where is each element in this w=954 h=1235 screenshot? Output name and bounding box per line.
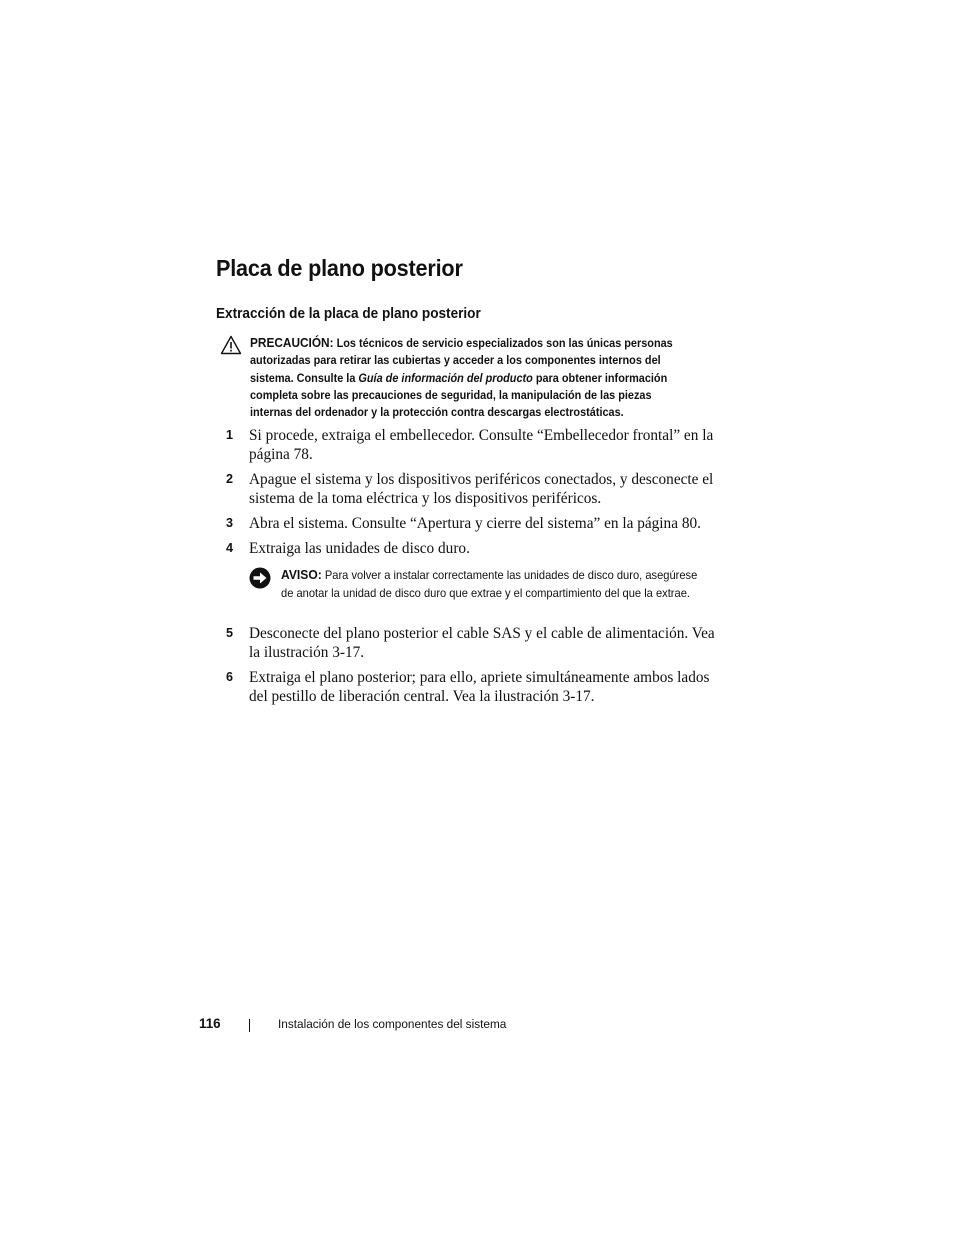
step-number: 5 bbox=[226, 626, 234, 640]
page-title: Placa de plano posterior bbox=[216, 255, 463, 281]
page-number: 116 bbox=[199, 1016, 221, 1031]
step-text: Abra el sistema. Consulte “Apertura y cierre del sistema” en la página 80. bbox=[249, 515, 701, 532]
step-text: Desconecte del plano posterior el cable SAS y el cable de alimentación. Vea la ilustración 3-17. bbox=[249, 625, 715, 661]
section-title: Extracción de la placa de plano posterior bbox=[216, 306, 481, 322]
step-number: 6 bbox=[226, 670, 234, 684]
caution-product-guide: Guía de información del producto bbox=[358, 371, 533, 385]
step-number: 1 bbox=[226, 428, 234, 442]
caution-label: PRECAUCIÓN: bbox=[250, 336, 334, 350]
caution-body-start: Los técnicos de servicio especializados son las únicas personas autorizadas para retirar las cubiertas y acceder a los componentes internos del sistema. Consulte la bbox=[250, 337, 673, 385]
notice-body: Para volver a instalar correctamente las unidades de disco duro, asegúrese de anotar la unidad de disco duro que extrae y el compartimiento del que la extrae. bbox=[281, 569, 698, 600]
notice-text bbox=[281, 567, 703, 602]
step-text: Si procede, extraiga el embellecedor. Consulte “Embellecedor frontal” en la página 78. bbox=[249, 427, 714, 463]
step-text: Apague el sistema y los dispositivos periféricos conectados, y desconecte el sistema de la toma eléctrica y los dispositivos periféricos. bbox=[249, 471, 714, 507]
caution-text bbox=[250, 335, 692, 421]
notice-arrow-icon bbox=[249, 567, 271, 589]
footer-chapter-title: Instalación de los componentes del sistema bbox=[278, 1017, 507, 1031]
step-number: 2 bbox=[226, 472, 234, 486]
step-text: Extraiga el plano posterior; para ello, apriete simultáneamente ambos lados del pestillo de liberación central. Vea la ilustración 3-17. bbox=[249, 669, 710, 705]
warning-triangle-icon bbox=[220, 335, 242, 355]
step-text: Extraiga las unidades de disco duro. bbox=[249, 540, 470, 557]
step-number: 4 bbox=[226, 541, 234, 555]
notice-label: AVISO: bbox=[281, 568, 322, 582]
caution-body-end: para obtener información completa sobre las precauciones de seguridad, la manipulación de las piezas internas del ordenador y la protección contra descargas electrostáticas. bbox=[250, 371, 668, 420]
footer-divider bbox=[249, 1019, 250, 1032]
step-number: 3 bbox=[226, 516, 234, 530]
